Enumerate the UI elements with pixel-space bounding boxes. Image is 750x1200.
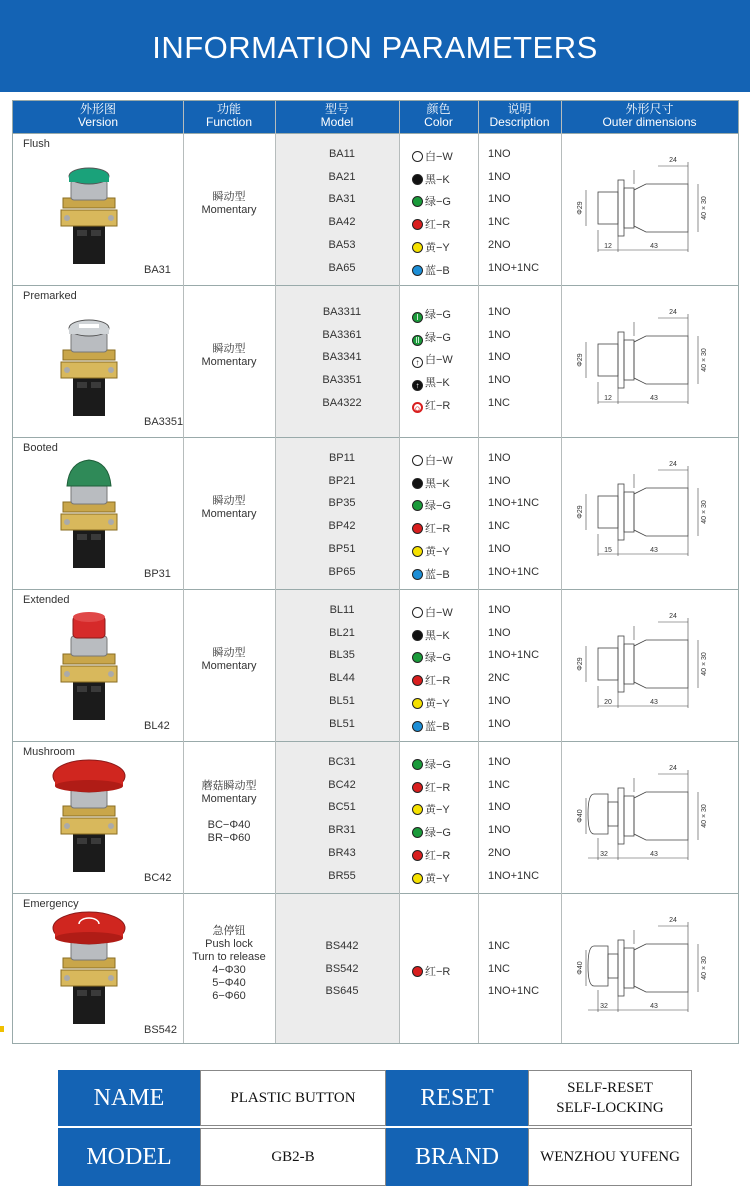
model-code: BL21 [329, 626, 355, 639]
dimension-label: 40 × 30 [701, 348, 708, 372]
model-code: BA21 [328, 170, 356, 183]
color-option [412, 672, 450, 688]
header-en: Description [489, 115, 550, 129]
contact-description: 1NO [488, 193, 511, 206]
header-description [478, 103, 561, 129]
color-option [412, 718, 450, 734]
model-code: BR31 [328, 824, 356, 837]
color-option [412, 306, 451, 323]
color-swatch-icon [412, 357, 423, 368]
column-divider [399, 101, 400, 1043]
header-color [399, 103, 478, 129]
function-line: 蘑菇瞬动型 [201, 780, 257, 792]
model-code: BR55 [328, 869, 356, 882]
function-line: Momentary [201, 793, 257, 805]
color-option [412, 695, 450, 711]
header-cn: 型号 [324, 102, 349, 116]
color-swatch-icon [412, 242, 423, 253]
product-info-table [58, 1070, 692, 1186]
contact-description: 1NO [488, 374, 511, 387]
color-swatch-icon [412, 478, 423, 489]
dimension-drawing [568, 292, 728, 422]
color-swatch-icon [412, 174, 423, 185]
group-row-extended [13, 589, 738, 742]
function-line: Momentary [201, 204, 257, 216]
color-label: 黑−K [425, 173, 450, 186]
color-label: 绿−G [425, 309, 451, 321]
contact-description: 1NO [488, 452, 511, 464]
contact-description: 2NC [488, 672, 511, 685]
dimension-label: Φ29 [577, 353, 584, 367]
page-title: INFORMATION PARAMETERS [152, 30, 598, 65]
color-option [412, 847, 450, 863]
color-label: 绿−G [425, 331, 451, 344]
color-label: 红−R [425, 781, 451, 794]
color-label: 绿−G [425, 759, 451, 771]
dimension-label: 40 × 30 [701, 500, 708, 524]
product-photo [43, 302, 133, 420]
brand-key: BRAND [386, 1128, 528, 1186]
header-model [275, 103, 399, 129]
color-label: 红−R [425, 219, 451, 232]
model-code: BL11 [329, 604, 355, 616]
dimension-label: 24 [669, 613, 677, 620]
dimension-label: 24 [669, 917, 677, 924]
dimension-label: 43 [650, 851, 658, 858]
color-swatch-icon [412, 782, 423, 793]
column-divider [478, 101, 479, 1043]
header-cn: 外形尺寸 [625, 102, 674, 116]
function-line: 急停钮 [212, 925, 246, 937]
model-code: BP11 [328, 452, 356, 464]
model-code: BL44 [329, 672, 355, 685]
dimension-drawing [568, 900, 728, 1030]
contact-description: 1NO+1NC [488, 497, 540, 510]
color-swatch-icon [412, 500, 423, 511]
header-cn: 外形图 [79, 102, 116, 116]
color-label: 黄−Y [425, 697, 450, 710]
product-photo [43, 150, 133, 268]
column-divider [561, 101, 562, 1043]
function-line: Momentary [201, 508, 257, 520]
color-label: 红−R [425, 965, 451, 978]
color-swatch-icon [412, 335, 423, 346]
dimension-label: 43 [650, 243, 658, 250]
table-header [13, 101, 738, 133]
function-line: 瞬动型 [212, 191, 246, 203]
dimension-label: 24 [669, 157, 677, 164]
color-option [412, 475, 450, 491]
color-option [412, 756, 451, 772]
color-option [412, 870, 450, 886]
function-line: BC−Φ40 [207, 819, 251, 831]
model-key: MODEL [58, 1128, 200, 1186]
contact-description: 1NO [488, 694, 511, 707]
color-label: 黄−Y [425, 545, 450, 558]
header-en: Outer dimensions [602, 115, 697, 129]
color-label: 黄−Y [425, 804, 450, 817]
dimension-label: 20 [604, 699, 612, 706]
model-code: BA3311 [322, 306, 362, 318]
color-label: 白−W [425, 354, 453, 367]
dimension-label: 12 [604, 395, 612, 402]
function-line: 瞬动型 [212, 647, 246, 659]
color-option [412, 351, 453, 368]
model-code: BL51 [329, 717, 355, 730]
color-swatch-icon [412, 698, 423, 709]
version-name: Emergency [23, 898, 79, 910]
color-swatch-icon [412, 873, 423, 884]
contact-description: 1NO+1NC [488, 649, 540, 662]
dimension-label: 12 [604, 243, 612, 250]
contact-description: 1NO [488, 542, 511, 555]
dimension-label: 24 [669, 309, 677, 316]
version-code: BA31 [144, 264, 171, 276]
model-code: BA3341 [322, 351, 362, 364]
function-text [183, 191, 275, 217]
model-code: BA42 [328, 216, 356, 229]
color-swatch-icon [412, 652, 423, 663]
model-code: BP65 [328, 565, 356, 578]
color-option [412, 497, 451, 513]
contact-description: 1NO [488, 351, 511, 364]
function-line: 瞬动型 [212, 495, 246, 507]
model-code: BL35 [329, 649, 355, 662]
product-photo [43, 758, 133, 876]
dimension-label: Φ29 [577, 505, 584, 519]
symbol-mark: ↑ [415, 358, 420, 368]
model-code: BA3361 [322, 328, 362, 341]
contact-description: 1NO [488, 306, 511, 318]
function-line: 5−Φ40 [212, 977, 246, 989]
group-row-flush [13, 133, 738, 286]
model-code: BA53 [328, 238, 356, 251]
color-swatch-icon [412, 675, 423, 686]
color-option [412, 148, 453, 164]
color-option [412, 824, 451, 840]
header-cn: 功能 [216, 102, 241, 116]
color-label: 蓝−B [425, 720, 450, 733]
contact-description: 1NC [488, 216, 511, 229]
dimension-label: 24 [669, 765, 677, 772]
color-label: 绿−G [425, 500, 451, 513]
color-swatch-icon [412, 569, 423, 580]
contact-description: 1NO [488, 801, 511, 814]
color-swatch-icon [412, 804, 423, 815]
edge-mark [0, 1026, 4, 1032]
contact-description: 1NO [488, 717, 511, 730]
dimension-label: Φ40 [577, 961, 584, 975]
color-label: 蓝−B [425, 568, 450, 581]
dimension-label: 40 × 30 [701, 652, 708, 676]
color-swatch-icon [412, 402, 423, 413]
dimension-label: Φ40 [577, 809, 584, 823]
model-code: BS442 [325, 940, 359, 952]
version-name: Extended [23, 594, 70, 606]
column-divider [183, 101, 184, 1043]
contact-description: 1NC [488, 396, 511, 409]
version-name: Mushroom [23, 746, 75, 758]
header-cn: 说明 [507, 102, 532, 116]
contact-description: 1NC [488, 520, 511, 533]
function-line: 6−Φ60 [212, 990, 246, 1002]
contact-description: 1NO [488, 756, 511, 768]
color-option [412, 963, 450, 979]
dimension-drawing [568, 444, 728, 574]
model-code: BA3351 [322, 374, 362, 387]
reset-key: RESET [386, 1070, 528, 1126]
group-row-emergency [13, 893, 738, 1046]
contact-description: 1NO+1NC [488, 869, 540, 882]
name-value: PLASTIC BUTTON [200, 1070, 386, 1126]
model-code: BS645 [325, 985, 359, 998]
group-row-mushroom [13, 741, 738, 894]
color-option [412, 649, 451, 665]
color-label: 黄−Y [425, 241, 450, 254]
model-code: BS542 [325, 962, 359, 975]
color-swatch-icon [412, 455, 423, 466]
reset-value-line2: SELF-LOCKING [556, 1100, 664, 1116]
color-label: 绿−G [425, 827, 451, 840]
color-swatch-icon [412, 721, 423, 732]
color-label: 红−R [425, 849, 451, 862]
header-en: Function [205, 115, 253, 129]
product-photo [43, 910, 133, 1028]
function-line: 4−Φ30 [212, 964, 246, 976]
model-code: BP21 [328, 474, 356, 487]
group-row-premarked [13, 285, 738, 438]
function-text [183, 343, 275, 369]
color-option [412, 262, 450, 278]
model-code: BA65 [328, 261, 356, 274]
contact-description: 1NC [488, 940, 511, 952]
color-option [412, 801, 450, 817]
model-code: BA31 [328, 193, 356, 206]
color-label: 绿−G [425, 196, 451, 209]
symbol-mark: O [415, 406, 420, 413]
color-option [412, 193, 451, 209]
brand-value: WENZHOU YUFENG [528, 1128, 692, 1186]
color-option [412, 216, 450, 232]
color-swatch-icon [412, 523, 423, 534]
color-label: 红−R [425, 675, 451, 688]
contact-description: 1NO [488, 328, 511, 341]
dimension-label: Φ29 [577, 201, 584, 215]
contact-description: 1NO+1NC [488, 985, 540, 998]
color-label: 黑−K [425, 477, 450, 490]
color-option [412, 604, 453, 620]
color-swatch-icon [412, 966, 423, 977]
spec-table [12, 100, 739, 1044]
dimension-label: 43 [650, 547, 658, 554]
version-name: Booted [23, 442, 58, 454]
version-name: Premarked [23, 290, 77, 302]
color-label: 红−R [425, 523, 451, 536]
color-option [412, 171, 450, 187]
function-text [183, 925, 275, 1003]
color-label: 红−R [425, 399, 451, 412]
contact-description: 1NO [488, 148, 511, 160]
contact-description: 1NO [488, 170, 511, 183]
header-en: Model [320, 115, 354, 129]
function-line: Push lock [205, 938, 253, 950]
contact-description: 1NO [488, 626, 511, 639]
reset-value [528, 1070, 692, 1126]
version-code: BS542 [144, 1024, 178, 1036]
function-line: Momentary [201, 660, 257, 672]
dimension-label: Φ29 [577, 657, 584, 671]
dimension-label: 32 [600, 851, 608, 858]
color-option [412, 543, 450, 559]
name-key: NAME [58, 1070, 200, 1126]
contact-description: 1NO+1NC [488, 565, 540, 578]
color-label: 白−W [425, 607, 453, 619]
color-swatch-icon [412, 630, 423, 641]
header-banner [0, 0, 750, 92]
dimension-drawing [568, 596, 728, 726]
model-value: GB2-B [200, 1128, 386, 1186]
version-code: BP31 [144, 568, 171, 580]
symbol-mark: II [415, 335, 420, 345]
color-option [412, 452, 453, 468]
dimension-label: 15 [604, 547, 612, 554]
function-text [183, 495, 275, 521]
header-outer-dimensions [561, 103, 738, 129]
version-code: BL42 [144, 720, 170, 732]
version-name: Flush [23, 138, 50, 150]
color-swatch-icon [412, 196, 423, 207]
header-cn: 颜色 [426, 102, 451, 116]
contact-description: 1NO+1NC [488, 261, 540, 274]
contact-description: 1NC [488, 962, 511, 975]
color-option [412, 374, 450, 391]
model-code: BA11 [328, 148, 356, 160]
model-code: BC51 [328, 801, 356, 814]
dimension-label: 24 [669, 461, 677, 468]
product-photo [43, 606, 133, 724]
dimension-label: 40 × 30 [701, 804, 708, 828]
color-option [412, 627, 450, 643]
function-text [183, 780, 275, 845]
header-function [183, 103, 275, 129]
function-line [183, 806, 275, 819]
color-swatch-icon [412, 546, 423, 557]
color-label: 黑−K [425, 377, 450, 390]
contact-description: 1NO [488, 604, 511, 616]
color-option [412, 566, 450, 582]
header-en: Color [424, 115, 453, 129]
color-swatch-icon [412, 607, 423, 618]
color-option [412, 520, 450, 536]
color-option [412, 329, 451, 346]
model-code: BA4322 [322, 396, 362, 409]
function-line: Turn to release [192, 951, 266, 963]
color-swatch-icon [412, 265, 423, 276]
model-code: BC42 [328, 778, 356, 791]
function-text [183, 647, 275, 673]
model-code: BP35 [328, 497, 356, 510]
group-row-booted [13, 437, 738, 590]
color-label: 黄−Y [425, 872, 450, 885]
dimension-label: 40 × 30 [701, 196, 708, 220]
color-swatch-icon [412, 380, 423, 391]
color-swatch-icon [412, 850, 423, 861]
dimension-label: 43 [650, 395, 658, 402]
color-swatch-icon [412, 219, 423, 230]
contact-description: 1NC [488, 778, 511, 791]
reset-value-line1: SELF-RESET [567, 1080, 653, 1096]
product-photo [43, 454, 133, 572]
color-label: 白−W [425, 455, 453, 467]
function-line: 瞬动型 [212, 343, 246, 355]
column-divider [275, 101, 276, 1043]
header-en: Version [77, 115, 119, 129]
color-option [412, 239, 450, 255]
contact-description: 1NO [488, 824, 511, 837]
color-label: 白−W [425, 151, 453, 163]
color-label: 黑−K [425, 629, 450, 642]
color-label: 蓝−B [425, 264, 450, 277]
symbol-mark: I [416, 313, 419, 322]
contact-description: 2NO [488, 238, 511, 251]
color-swatch-icon [412, 151, 423, 162]
color-label: 绿−G [425, 652, 451, 665]
dimension-label: 43 [650, 699, 658, 706]
color-option [412, 397, 450, 413]
model-code: BC31 [328, 756, 356, 768]
model-code: BP42 [328, 520, 356, 533]
header-version [13, 103, 183, 129]
dimension-drawing [568, 140, 728, 270]
symbol-mark: ↑ [415, 381, 420, 391]
model-code: BR43 [328, 846, 356, 859]
color-swatch-icon [412, 827, 423, 838]
version-code: BC42 [144, 872, 172, 884]
dimension-drawing [568, 748, 728, 878]
dimension-label: 40 × 30 [701, 956, 708, 980]
color-swatch-icon [412, 759, 423, 770]
color-swatch-icon [412, 312, 423, 323]
model-code: BP51 [328, 542, 356, 555]
contact-description: 1NO [488, 474, 511, 487]
model-code: BL51 [329, 694, 355, 707]
dimension-label: 32 [600, 1003, 608, 1010]
function-line: BR−Φ60 [207, 832, 251, 844]
version-code: BA3351 [144, 416, 184, 428]
function-line: Momentary [201, 356, 257, 368]
dimension-label: 43 [650, 1003, 658, 1010]
contact-description: 2NO [488, 846, 511, 859]
color-option [412, 779, 450, 795]
